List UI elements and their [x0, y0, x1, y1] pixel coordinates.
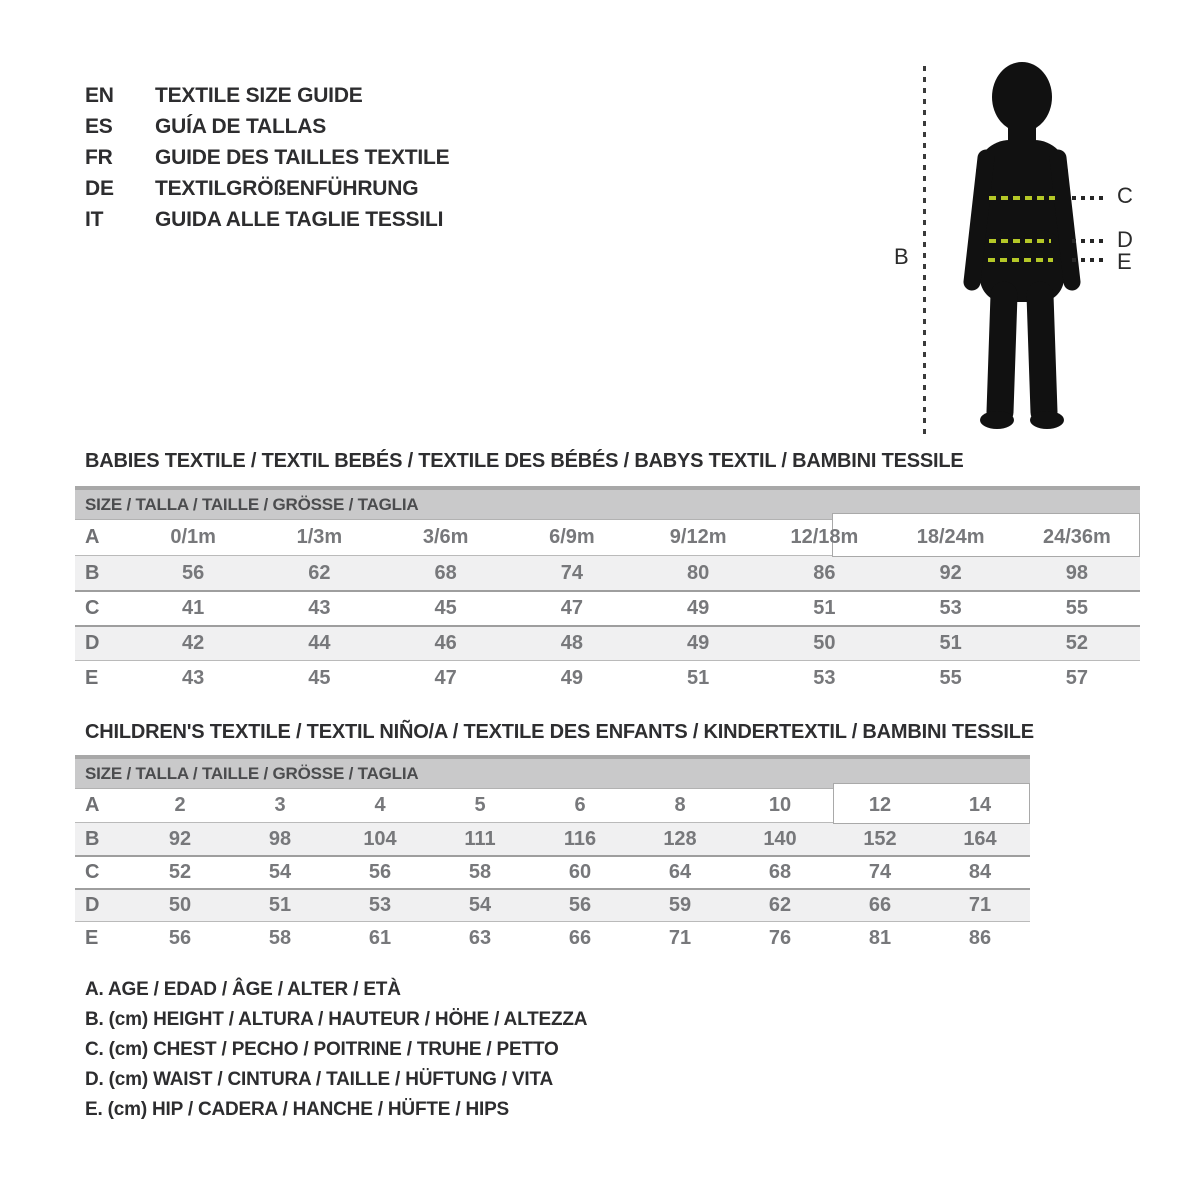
cell: 53 — [939, 597, 962, 619]
language-label: GUIDE DES TAILLES TEXTILE — [155, 145, 450, 169]
row-label: C — [85, 861, 100, 883]
cell: 18/24m — [916, 526, 985, 548]
cell: 128 — [663, 827, 697, 850]
cell: 6 — [574, 794, 586, 816]
cell: 43 — [182, 666, 205, 689]
silhouette-head — [992, 62, 1052, 132]
cell: 116 — [563, 827, 597, 850]
cell: 46 — [434, 632, 457, 654]
legend-item-height: B. (cm) HEIGHT / ALTURA / HAUTEUR / HÖHE / ALTEZZA — [85, 1009, 588, 1030]
legend-item-chest: C. (cm) CHEST / PECHO / POITRINE / TRUHE / PETTO — [85, 1039, 559, 1060]
legend-item-hip: E. (cm) HIP / CADERA / HANCHE / HÜFTE / HIPS — [85, 1099, 510, 1120]
chest-measure-label: C — [1117, 183, 1133, 208]
language-code: FR — [85, 145, 113, 169]
cell: 59 — [668, 894, 692, 916]
cell: 84 — [968, 861, 992, 883]
row-label: E — [85, 666, 99, 689]
cell: 12 — [868, 794, 892, 816]
cell: 51 — [687, 666, 710, 689]
cell: 47 — [434, 666, 457, 689]
cell: 51 — [813, 597, 836, 619]
table-row-height — [75, 555, 1140, 590]
cell: 58 — [468, 861, 492, 883]
table-row-waist — [75, 888, 1030, 921]
cell: 52 — [1065, 632, 1088, 654]
row-label: D — [85, 632, 100, 654]
cell: 42 — [182, 632, 205, 654]
row-label: B — [85, 561, 100, 584]
language-row-de — [85, 173, 449, 204]
cell: 56 — [168, 926, 192, 949]
cell: 2 — [174, 794, 186, 816]
cell: 8 — [674, 794, 686, 816]
cell: 14 — [968, 794, 992, 816]
cell: 140 — [763, 827, 797, 850]
cell: 104 — [363, 827, 397, 850]
language-title-list — [85, 80, 449, 235]
legend-item-age: A. AGE / EDAD / ÂGE / ALTER / ETÀ — [85, 979, 401, 1000]
cell: 71 — [968, 894, 992, 916]
cell: 24/36m — [1042, 526, 1111, 548]
cell: 60 — [568, 861, 592, 883]
cell: 92 — [939, 561, 962, 584]
cell: 5 — [474, 794, 486, 816]
hip-measure-dashed-line — [988, 258, 1053, 262]
cell: 81 — [868, 926, 892, 949]
cell: 55 — [1065, 597, 1088, 619]
cell: 55 — [939, 666, 962, 689]
silhouette-right-leg — [1040, 295, 1044, 412]
cell: 50 — [168, 894, 192, 916]
language-row-fr — [85, 142, 449, 173]
cell: 54 — [468, 894, 492, 916]
cell: 52 — [168, 861, 192, 883]
cell: 68 — [768, 861, 792, 883]
cell: 3/6m — [422, 526, 469, 548]
hip-leader-dots — [1072, 258, 1105, 262]
row-label: D — [85, 894, 100, 916]
table-row-waist — [75, 625, 1140, 660]
cell: 74 — [868, 861, 892, 883]
cell: 98 — [1065, 561, 1088, 584]
cell: 92 — [168, 827, 192, 850]
language-label: GUÍA DE TALLAS — [155, 114, 327, 138]
row-label: A — [85, 526, 100, 548]
row-label: B — [85, 827, 100, 850]
language-code: ES — [85, 114, 113, 138]
cell: 44 — [308, 632, 331, 654]
cell: 0/1m — [170, 526, 216, 548]
row-label: E — [85, 926, 99, 949]
row-label: A — [85, 794, 100, 816]
cell: 41 — [182, 597, 205, 619]
size-header-band: SIZE / TALLA / TAILLE / GRÖSSE / TAGLIA — [75, 490, 1140, 520]
cell: 49 — [687, 632, 710, 654]
cell: 51 — [939, 632, 962, 654]
cell: 12/18m — [790, 526, 859, 548]
silhouette-left-foot — [980, 411, 1014, 429]
cell: 164 — [963, 827, 997, 850]
children-section-title: CHILDREN'S TEXTILE / TEXTIL NIÑO/A / TEXTILE DES ENFANTS / KINDERTEXTIL / BAMBINI TESSILE — [85, 721, 1034, 743]
waist-measure-label: D — [1117, 227, 1133, 252]
waist-leader-dots — [1072, 239, 1105, 243]
cell: 49 — [687, 597, 710, 619]
cell: 61 — [368, 926, 392, 949]
children-size-table — [75, 755, 1030, 954]
cell: 62 — [308, 561, 331, 584]
row-label: C — [85, 597, 100, 619]
cell: 48 — [560, 632, 583, 654]
table-row-height — [75, 822, 1030, 855]
table-row-chest — [75, 590, 1140, 625]
cell: 74 — [560, 561, 583, 584]
language-row-it — [85, 204, 449, 235]
cell: 51 — [268, 894, 292, 916]
chest-measure-dashed-line — [989, 196, 1055, 200]
cell: 54 — [268, 861, 292, 883]
cell: 58 — [268, 926, 292, 949]
child-silhouette-figure — [958, 60, 1088, 435]
cell: 80 — [687, 561, 710, 584]
cell: 3 — [274, 794, 286, 816]
hip-measure-label: E — [1117, 249, 1132, 274]
cell: 47 — [560, 597, 583, 619]
table-row-hip — [75, 660, 1140, 695]
cell: 10 — [768, 794, 792, 816]
height-measure-dashed-line — [923, 66, 926, 438]
cell: 56 — [568, 894, 592, 916]
waist-measure-dashed-line — [989, 239, 1051, 243]
language-row-es — [85, 111, 449, 142]
cell: 49 — [560, 666, 583, 689]
babies-section-title: BABIES TEXTILE / TEXTIL BEBÉS / TEXTILE DES BÉBÉS / BABYS TEXTIL / BAMBINI TESSILE — [85, 450, 964, 472]
cell: 66 — [868, 894, 892, 916]
language-code: EN — [85, 83, 114, 107]
cell: 56 — [182, 561, 205, 584]
cell: 1/3m — [296, 526, 343, 548]
legend-item-waist: D. (cm) WAIST / CINTURA / TAILLE / HÜFTUNG / VITA — [85, 1069, 553, 1090]
cell: 56 — [368, 861, 392, 883]
cell: 98 — [268, 827, 292, 850]
measurement-legend — [85, 975, 587, 1125]
language-code: IT — [85, 207, 104, 231]
cell: 111 — [464, 827, 496, 850]
cell: 50 — [813, 632, 836, 654]
cell: 64 — [668, 861, 692, 883]
cell: 152 — [863, 827, 897, 850]
cell: 53 — [813, 666, 836, 689]
babies-size-table — [75, 486, 1140, 695]
language-label: TEXTILE SIZE GUIDE — [155, 83, 363, 107]
cell: 4 — [374, 794, 386, 816]
language-row-en — [85, 80, 449, 111]
language-code: DE — [85, 176, 114, 200]
cell: 45 — [434, 597, 457, 619]
cell: 63 — [468, 926, 492, 949]
cell: 86 — [968, 926, 992, 949]
cell: 76 — [768, 926, 792, 949]
cell: 62 — [768, 894, 792, 916]
cell: 68 — [434, 561, 457, 584]
chest-leader-dots — [1072, 196, 1105, 200]
language-label: GUIDA ALLE TAGLIE TESSILI — [155, 207, 444, 231]
table-row-chest — [75, 855, 1030, 888]
height-measure-label: B — [894, 244, 909, 269]
silhouette-left-leg — [1000, 295, 1004, 412]
size-header-band: SIZE / TALLA / TAILLE / GRÖSSE / TAGLIA — [75, 759, 1030, 789]
table-row-hip — [75, 921, 1030, 954]
cell: 6/9m — [549, 526, 595, 548]
cell: 71 — [668, 926, 692, 949]
cell: 86 — [813, 561, 836, 584]
cell: 9/12m — [669, 526, 727, 548]
cell: 57 — [1065, 666, 1088, 689]
cell: 45 — [308, 666, 331, 689]
cell: 43 — [308, 597, 331, 619]
cell: 66 — [568, 926, 592, 949]
language-label: TEXTILGRÖßENFÜHRUNG — [155, 176, 419, 200]
silhouette-right-foot — [1030, 411, 1064, 429]
cell: 53 — [368, 894, 392, 916]
